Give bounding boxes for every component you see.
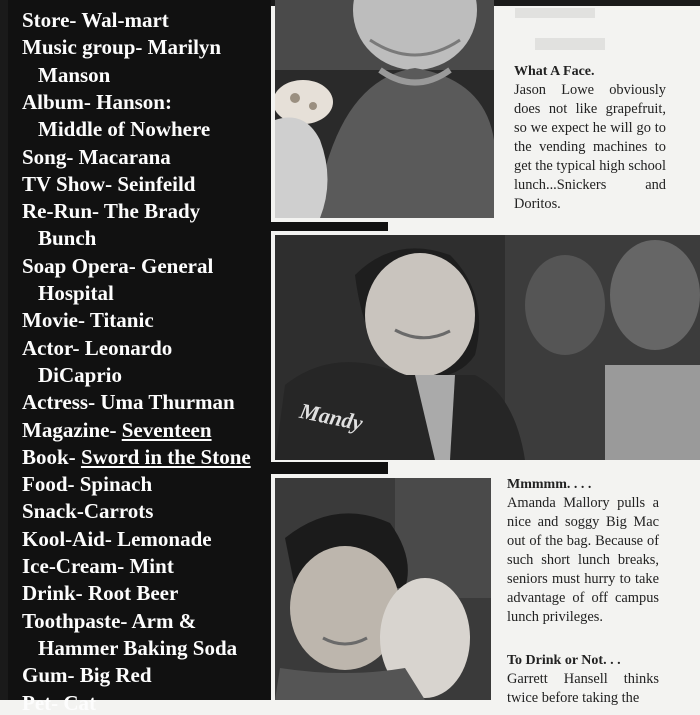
- favorite-category: Snack-: [22, 499, 84, 524]
- caption-what-a-face: [514, 62, 666, 214]
- favorite-item: [38, 226, 96, 250]
- favorite-value: Mint: [129, 554, 174, 578]
- favorite-category: Ice-Cream-: [22, 554, 130, 578]
- favorite-item: [22, 499, 153, 523]
- favorite-item: [38, 636, 237, 660]
- favorite-value: Carrots: [83, 499, 154, 524]
- photo-divider-band: [271, 222, 388, 231]
- favorite-value: Uma Thurman: [100, 390, 235, 415]
- favorite-value: Leonardo: [84, 335, 173, 360]
- favorite-item: [38, 281, 114, 305]
- caption-text: Garrett Hansell thinks twice before taking the: [507, 671, 659, 706]
- favorite-category: Album-: [22, 89, 97, 114]
- photo-divider-band: [271, 462, 388, 474]
- favorite-category: Movie-: [22, 308, 90, 333]
- favorite-value: Big Red: [79, 663, 152, 688]
- favorites-panel: [8, 0, 271, 715]
- favorite-item: [22, 308, 154, 332]
- page-border-left: [0, 0, 8, 700]
- favorite-value: Seinfeild: [117, 171, 196, 196]
- photo-garrett-hansell: [275, 478, 491, 700]
- favorite-item: [22, 336, 172, 360]
- favorite-category: Book-: [22, 444, 81, 469]
- favorite-item: [22, 418, 212, 442]
- favorite-category: Store-: [22, 8, 82, 32]
- favorite-value: Middle of Nowhere: [38, 117, 211, 142]
- favorite-item: [22, 472, 152, 496]
- caption-title: What A Face.: [514, 64, 595, 79]
- favorite-item: [22, 445, 251, 469]
- favorite-value: The Brady: [103, 199, 201, 224]
- favorite-value: Cat: [63, 690, 97, 715]
- favorite-category: Gum-: [22, 663, 80, 688]
- favorite-item: [22, 172, 196, 196]
- favorite-category: Kool-Aid-: [22, 526, 118, 551]
- favorite-value: Lemonade: [117, 526, 212, 551]
- favorite-category: Pet-: [22, 690, 64, 715]
- favorite-category: Actress-: [22, 390, 101, 415]
- favorite-item: [38, 63, 110, 87]
- favorite-value: Root Beer: [87, 581, 179, 606]
- favorite-value: Wal-mart: [81, 8, 169, 32]
- favorite-item: [22, 691, 96, 715]
- favorite-item: [38, 363, 122, 387]
- favorite-category: Toothpaste-: [22, 608, 132, 633]
- caption-text: Jason Lowe obviously does not like grapefruit, so we expect he will go to the vending machines to get the typical high school lunch...Snickers and Doritos.: [514, 82, 666, 212]
- favorite-value: General: [141, 253, 214, 278]
- favorite-value: Seventeen: [121, 417, 212, 442]
- favorite-value: Bunch: [38, 226, 97, 251]
- favorite-value: Marilyn: [147, 35, 222, 60]
- favorite-value: Arm &: [131, 608, 197, 633]
- favorite-category: Actor-: [22, 335, 85, 360]
- favorite-item: [22, 663, 152, 687]
- favorite-category: TV Show-: [22, 171, 118, 196]
- favorite-category: Drink-: [22, 581, 88, 606]
- jacket-lettering: Mandy: [297, 397, 366, 436]
- favorite-item: [22, 581, 178, 605]
- favorite-value: DiCaprio: [38, 362, 122, 387]
- photo-amanda-mallory: [275, 235, 700, 460]
- favorite-category: Magazine-: [22, 417, 122, 442]
- favorite-value: Manson: [38, 62, 111, 87]
- favorite-category: Song-: [22, 144, 79, 169]
- favorite-value: Hammer Baking Soda: [38, 635, 238, 660]
- caption-title: To Drink or Not. . .: [507, 653, 621, 668]
- favorite-value: Hospital: [38, 281, 114, 305]
- favorite-value: Macarana: [78, 144, 171, 169]
- favorite-value: Sword in the Stone: [80, 444, 251, 469]
- favorite-item: [22, 8, 169, 32]
- favorite-category: Music group-: [22, 35, 148, 60]
- caption-mmmmm: [507, 475, 659, 627]
- caption-title: Mmmmm. . . .: [507, 477, 592, 492]
- favorite-value: Spinach: [79, 472, 153, 497]
- favorite-category: Food-: [22, 472, 80, 497]
- favorite-item: [38, 117, 210, 141]
- favorite-item: [22, 390, 235, 414]
- favorite-item: [22, 527, 212, 551]
- favorite-item: [22, 35, 221, 59]
- favorite-item: [22, 90, 172, 114]
- favorite-item: [22, 199, 200, 223]
- favorite-value: Titanic: [89, 308, 154, 333]
- favorite-item: [22, 609, 196, 633]
- caption-to-drink-or-not: [507, 651, 659, 708]
- faded-watermark: [505, 0, 700, 60]
- favorite-category: Re-Run-: [22, 199, 104, 224]
- caption-text: Amanda Mallory pulls a nice and soggy Big Mac out of the bag. Because of such short lunch breaks, seniors must hurry to take advantage of off campus lunch privileges.: [507, 495, 659, 625]
- photo-jason-lowe: [275, 0, 494, 218]
- favorite-item: [22, 554, 174, 578]
- favorite-value: Hanson:: [96, 89, 172, 114]
- favorite-category: Soap Opera-: [22, 253, 142, 278]
- favorite-item: [22, 254, 213, 278]
- favorite-item: [22, 145, 171, 169]
